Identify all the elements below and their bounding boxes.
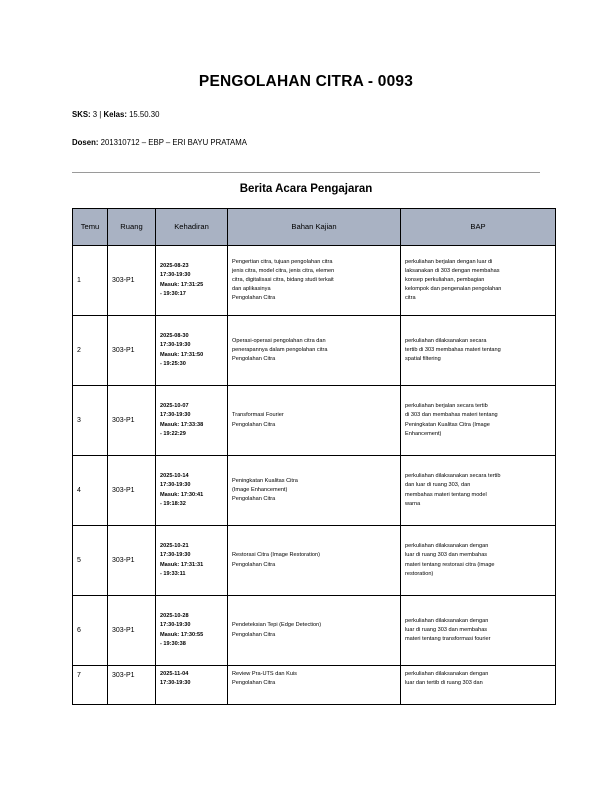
cell-kehadiran bbox=[156, 526, 228, 596]
bap-line: laksanakan di 303 dengan membahas bbox=[405, 267, 500, 274]
kehadiran-line: Masuk: 17:30:41 bbox=[160, 491, 204, 498]
kehadiran-line: 2025-08-23 bbox=[160, 263, 189, 270]
bap-line: dan luar di ruang 303, dan bbox=[405, 482, 471, 489]
cell-ruang: 303-P1 bbox=[108, 246, 156, 316]
bahan-line: dan aplikasinya bbox=[232, 286, 271, 293]
cell-bap bbox=[401, 246, 556, 316]
bahan-line: citra, digitalisasi citra, bidang studi terkait bbox=[232, 276, 334, 283]
kehadiran-line: - 19:25:30 bbox=[160, 360, 186, 367]
bahan-line: (Image Enhancement) bbox=[232, 486, 288, 493]
kelas-value: 15.50.30 bbox=[126, 110, 160, 119]
bap-line: kelompok dan pengenalan pengolahan bbox=[405, 286, 502, 293]
bahan-line: Pengolahan Citra bbox=[232, 561, 276, 568]
dosen-value: 201310712 – EBP – ERI BAYU PRATAMA bbox=[98, 138, 247, 147]
bap-line: perkuliahan dilaksanakan dengan bbox=[405, 671, 489, 677]
cell-ruang: 303-P1 bbox=[108, 526, 156, 596]
cell-ruang: 303-P1 bbox=[108, 386, 156, 456]
header-ruang: Ruang bbox=[108, 209, 156, 246]
bap-line: Enhancement) bbox=[405, 430, 442, 437]
bap-line: materi tentang restorasi citra (image bbox=[405, 561, 495, 568]
bahan-line: Pengolahan Citra bbox=[232, 356, 276, 363]
kehadiran-line: Masuk: 17:31:50 bbox=[160, 351, 204, 358]
cell-ruang: 303-P1 bbox=[108, 316, 156, 386]
table-row bbox=[73, 456, 556, 526]
header-kehadiran: Kehadiran bbox=[156, 209, 228, 246]
bahan-line: Peningkatan Kualitas Citra bbox=[232, 477, 298, 484]
bahan-line: jenis citra, model citra, jenis citra, elemen bbox=[232, 267, 335, 274]
bap-line: konsep perkuliahan, pembagian bbox=[405, 276, 485, 283]
cell-temu: 1 bbox=[73, 246, 108, 316]
bap-line: perkuliahan dilaksanakan secara tertib bbox=[405, 473, 501, 480]
kehadiran-line: Masuk: 17:33:38 bbox=[160, 421, 204, 428]
cell-ruang: 303-P1 bbox=[108, 666, 156, 705]
bap-line: perkuliahan dilaksanakan secara bbox=[405, 337, 487, 344]
bap-line: citra bbox=[405, 295, 416, 302]
table-row bbox=[73, 666, 556, 705]
table-row bbox=[73, 596, 556, 666]
cell-bahan-kajian bbox=[228, 316, 401, 386]
kehadiran-line: 17:30-19:30 bbox=[160, 272, 191, 279]
cell-bahan-kajian bbox=[228, 386, 401, 456]
bahan-line: Pengolahan Citra bbox=[232, 680, 276, 687]
kehadiran-line: Masuk: 17:31:25 bbox=[160, 281, 204, 288]
divider bbox=[72, 172, 540, 173]
header-temu: Temu bbox=[73, 209, 108, 246]
table-row bbox=[73, 246, 556, 316]
table-row bbox=[73, 316, 556, 386]
kehadiran-line: 17:30-19:30 bbox=[160, 482, 191, 489]
kehadiran-line: - 19:22:29 bbox=[160, 430, 186, 437]
kehadiran-line: 17:30-19:30 bbox=[160, 622, 191, 629]
cell-bap bbox=[401, 456, 556, 526]
kehadiran-line: 17:30-19:30 bbox=[160, 680, 191, 687]
cell-temu: 5 bbox=[73, 526, 108, 596]
bap-line: perkuliahan dilaksanakan dengan bbox=[405, 617, 489, 624]
cell-bap bbox=[401, 596, 556, 666]
bahan-line: Pendeteksian Tepi (Edge Detection) bbox=[232, 622, 322, 629]
table-body bbox=[73, 246, 556, 705]
kehadiran-line: 2025-11-04 bbox=[160, 671, 189, 677]
header-bahan-kajian: Bahan Kajian bbox=[228, 209, 401, 246]
kelas-label: Kelas: bbox=[103, 110, 127, 119]
bap-line: restoration) bbox=[405, 570, 434, 577]
cell-kehadiran bbox=[156, 596, 228, 666]
cell-ruang: 303-P1 bbox=[108, 456, 156, 526]
teaching-report-table bbox=[72, 208, 556, 705]
bahan-line: Transformasi Fourier bbox=[232, 412, 284, 419]
sks-value: 3 | bbox=[90, 110, 104, 119]
cell-bap bbox=[401, 526, 556, 596]
table-header-row bbox=[73, 209, 556, 246]
kehadiran-line: 2025-08-30 bbox=[160, 333, 189, 340]
dosen-label: Dosen: bbox=[72, 138, 99, 147]
cell-temu: 2 bbox=[73, 316, 108, 386]
kehadiran-line: - 19:18:32 bbox=[160, 500, 186, 507]
cell-kehadiran bbox=[156, 386, 228, 456]
bahan-line: Pengolahan Citra bbox=[232, 295, 276, 302]
section-title: Berita Acara Pengajaran bbox=[239, 183, 373, 195]
cell-bahan-kajian bbox=[228, 596, 401, 666]
bap-line: Peningkatan Kualitas Citra (Image bbox=[405, 421, 490, 428]
cell-temu: 3 bbox=[73, 386, 108, 456]
cell-kehadiran bbox=[156, 666, 228, 705]
page-title: PENGOLAHAN CITRA - 0093 bbox=[198, 73, 414, 90]
cell-ruang: 303-P1 bbox=[108, 596, 156, 666]
bap-line: perkuliahan berjalan secara tertib bbox=[405, 403, 488, 410]
kehadiran-line: 17:30-19:30 bbox=[160, 552, 191, 559]
kehadiran-line: 2025-10-21 bbox=[160, 543, 189, 550]
cell-bahan-kajian bbox=[228, 246, 401, 316]
bap-line: perkuliahan dilaksanakan dengan bbox=[405, 543, 489, 550]
bap-line: luar di ruang 303 dan membahas bbox=[405, 626, 488, 633]
bahan-line: Review Pra-UTS dan Kuis bbox=[232, 671, 297, 677]
kehadiran-line: Masuk: 17:30:55 bbox=[160, 631, 204, 638]
bahan-line: Pengolahan Citra bbox=[232, 421, 276, 428]
bap-line: membahas materi tentang model bbox=[405, 491, 487, 498]
kehadiran-line: Masuk: 17:31:31 bbox=[160, 561, 204, 568]
header-bap: BAP bbox=[401, 209, 556, 246]
bap-line: warna bbox=[405, 500, 421, 507]
bahan-line: Pengolahan Citra bbox=[232, 496, 276, 503]
bap-line: luar dan tertib di ruang 303 dan bbox=[405, 680, 483, 687]
table-row bbox=[73, 526, 556, 596]
kehadiran-line: - 19:30:17 bbox=[160, 290, 186, 297]
table-row bbox=[73, 386, 556, 456]
cell-kehadiran bbox=[156, 456, 228, 526]
cell-bap bbox=[401, 386, 556, 456]
lecturer-info bbox=[72, 138, 247, 147]
bahan-line: penerapannya dalam pengolahan citra bbox=[232, 346, 328, 353]
cell-temu: 7 bbox=[73, 666, 108, 705]
bap-line: luar di ruang 303 dan membahas bbox=[405, 552, 488, 559]
bahan-line: Pengolahan Citra bbox=[232, 631, 276, 638]
cell-bahan-kajian bbox=[228, 666, 401, 705]
cell-bap bbox=[401, 316, 556, 386]
kehadiran-line: 17:30-19:30 bbox=[160, 342, 191, 349]
kehadiran-line: 17:30-19:30 bbox=[160, 412, 191, 419]
course-info bbox=[72, 110, 159, 119]
bahan-line: Pengertian citra, tujuan pengolahan citra bbox=[232, 258, 333, 265]
bap-line: di 303 dan membahas materi tentang bbox=[405, 412, 498, 419]
bahan-line: Operasi-operasi pengolahan citra dan bbox=[232, 337, 326, 344]
cell-bahan-kajian bbox=[228, 526, 401, 596]
kehadiran-line: 2025-10-28 bbox=[160, 613, 189, 620]
bahan-line: Restorasi Citra (Image Restoration) bbox=[232, 552, 320, 559]
bap-line: tertib di 303 membahas materi tentang bbox=[405, 346, 501, 353]
cell-bap bbox=[401, 666, 556, 705]
kehadiran-line: - 19:30:38 bbox=[160, 640, 186, 647]
cell-temu: 6 bbox=[73, 596, 108, 666]
bap-line: materi tentang transformasi fourier bbox=[405, 636, 491, 643]
kehadiran-line: 2025-10-14 bbox=[160, 473, 189, 480]
cell-bahan-kajian bbox=[228, 456, 401, 526]
bap-line: spatial filtering bbox=[405, 356, 441, 363]
bap-line: perkuliahan berjalan dengan luar di bbox=[405, 258, 493, 265]
cell-temu: 4 bbox=[73, 456, 108, 526]
sks-label: SKS: bbox=[72, 110, 91, 119]
cell-kehadiran bbox=[156, 316, 228, 386]
kehadiran-line: - 19:33:11 bbox=[160, 570, 186, 577]
kehadiran-line: 2025-10-07 bbox=[160, 403, 189, 410]
cell-kehadiran bbox=[156, 246, 228, 316]
